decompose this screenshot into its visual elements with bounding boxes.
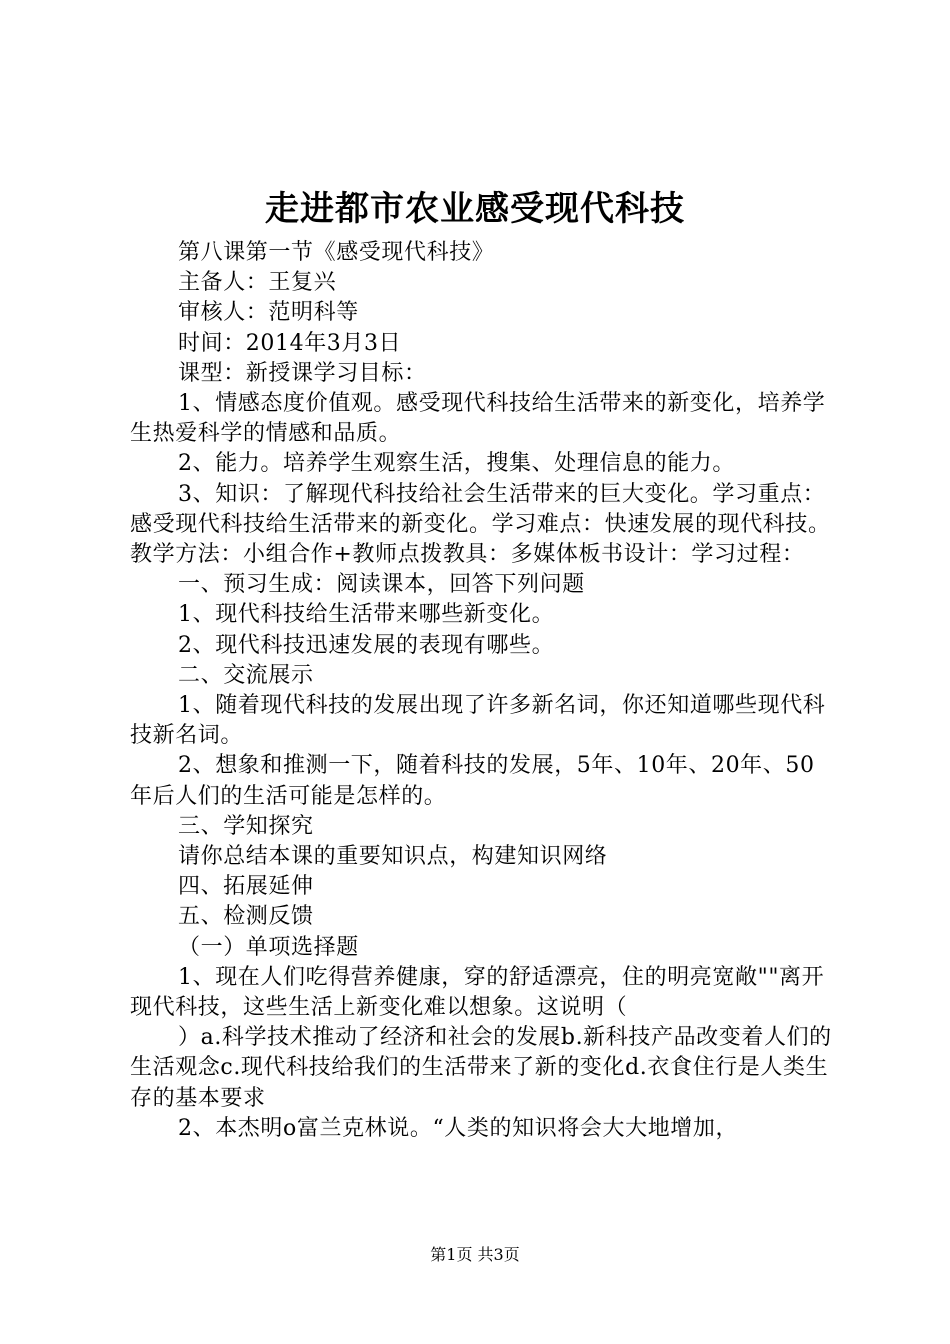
explore-item: 请你总结本课的重要知识点，构建知识网络 bbox=[178, 844, 608, 870]
lesson-type-line: 课型：新授课学习目标： bbox=[178, 360, 427, 386]
lesson-heading: 第八课第一节《感受现代科技》 bbox=[178, 240, 495, 265]
question-1: 1、现在人们吃得营养健康，穿的舒适漂亮，住的明亮宽敞""离开现代科技，这些生活上新变化难以想象。这说明（ bbox=[130, 964, 825, 1021]
reviewer-line: 审核人：范明科等 bbox=[178, 300, 359, 326]
preview-question-1: 1、现代科技给生活带来哪些新变化。 bbox=[178, 602, 555, 628]
exchange-item-1: 1、随着现代科技的发展出现了许多新名词，你还知道哪些现代科技新名词。 bbox=[130, 693, 826, 749]
section-preview: 一、预习生成：阅读课本，回答下列问题 bbox=[178, 572, 585, 598]
question-1-options: ）a.科学技术推动了经济和社会的发展b.新科技产品改变着人们的生活观念c.现代科技给我们的生活带来了新的变化d.衣食住行是人类生存的基本要求 bbox=[130, 1025, 832, 1111]
date-line: 时间：2014年3月3日 bbox=[178, 330, 402, 356]
section-extend: 四、拓展延伸 bbox=[178, 874, 314, 900]
objective-1: 1、情感态度价值观。感受现代科技给生活带来的新变化，培养学生热爱科学的情感和品质。 bbox=[130, 391, 826, 447]
section-exchange: 二、交流展示 bbox=[178, 662, 314, 688]
document-body bbox=[130, 238, 832, 1144]
section-test: 五、检测反馈 bbox=[178, 904, 314, 930]
question-2: 2、本杰明o富兰克林说。“人类的知识将会大大地增加， bbox=[178, 1115, 739, 1141]
objective-2: 2、能力。培养学生观察生活，搜集、处理信息的能力。 bbox=[178, 451, 735, 477]
section-explore: 三、学知探究 bbox=[178, 813, 314, 839]
objective-3: 3、知识：了解现代科技给社会生活带来的巨大变化。学习重点：感受现代科技给生活带来的新变化。学习难点：快速发展的现代科技。教学方法：小组合作+教师点拨教具：多媒体板书设计：学习过程： bbox=[130, 481, 831, 568]
multiple-choice-heading: （一）单项选择题 bbox=[178, 934, 359, 960]
document-title: 走进都市农业感受现代科技 bbox=[265, 189, 685, 229]
page-footer: 第1页 共3页 bbox=[430, 1245, 520, 1264]
preparer-line: 主备人：王复兴 bbox=[178, 270, 337, 296]
preview-question-2: 2、现代科技迅速发展的表现有哪些。 bbox=[178, 632, 555, 658]
exchange-item-2: 2、想象和推测一下，随着科技的发展，5年、10年、20年、50年后人们的生活可能是怎样的。 bbox=[130, 753, 815, 809]
